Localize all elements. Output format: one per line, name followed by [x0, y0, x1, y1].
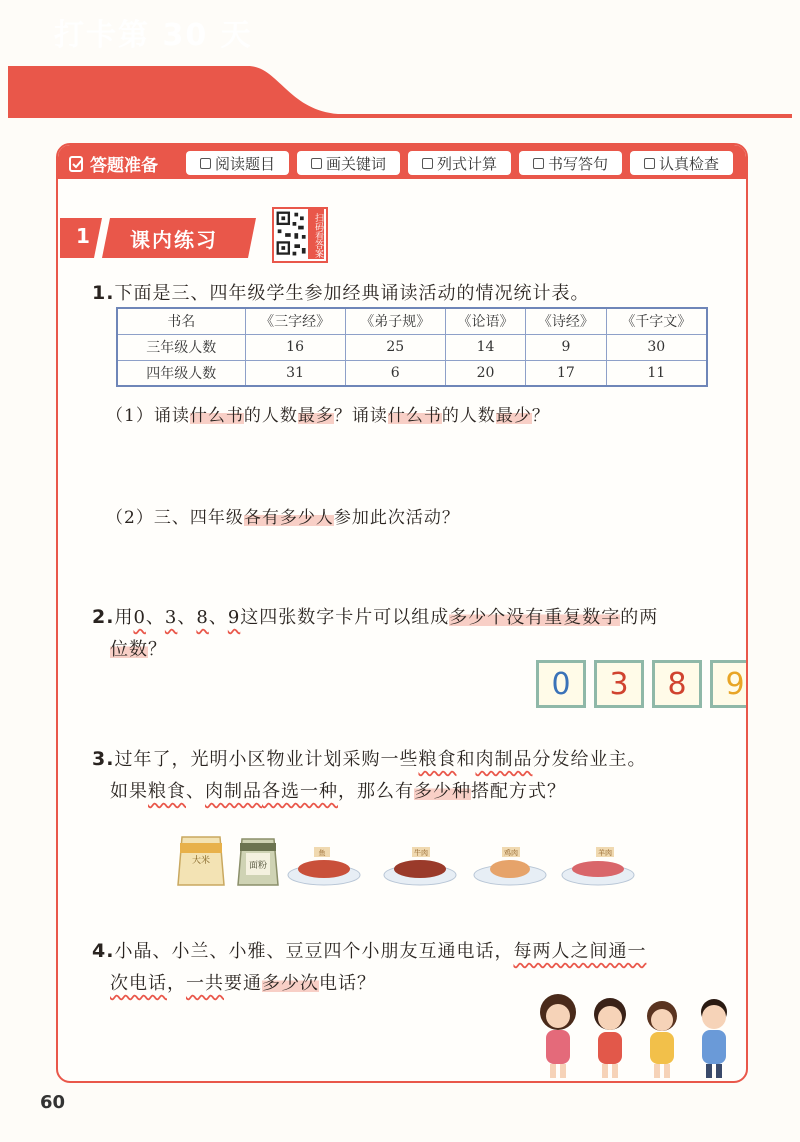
child-icon	[540, 994, 576, 1078]
beef-plate-icon	[384, 847, 456, 885]
svg-text:牛肉: 牛肉	[414, 849, 428, 857]
flour-bag-label: 面粉	[248, 861, 268, 871]
question-1-part-2: （2）三、四年级各有多少人参加此次活动？	[106, 508, 460, 528]
checkbox-icon	[644, 158, 655, 169]
section-number: 1	[76, 224, 90, 248]
prep-item[interactable]: 书写答句	[519, 151, 622, 175]
prep-item[interactable]: 列式计算	[408, 151, 511, 175]
table-row: 三年级人数 16 25 14 9 30	[117, 334, 707, 360]
svg-text:鸡肉: 鸡肉	[504, 849, 518, 857]
prep-item[interactable]: 认真检查	[630, 151, 733, 175]
check-pen-icon	[68, 155, 86, 173]
svg-text:羊肉: 羊肉	[598, 849, 612, 857]
table-row: 四年级人数 31 6 20 17 11	[117, 360, 707, 386]
stats-table	[116, 307, 708, 387]
child-icon	[701, 999, 727, 1078]
checkbox-icon	[533, 158, 544, 169]
digit-cards	[536, 660, 748, 708]
day-banner	[8, 66, 792, 118]
food-illustration	[176, 833, 636, 889]
question-2: 2.用0、3、8、9这四张数字卡片可以组成多少个没有重复数字的两 位数？	[92, 606, 659, 660]
prep-item[interactable]: 阅读题目	[186, 151, 289, 175]
question-3: 3.过年了，光明小区物业计划采购一些粮食和肉制品分发给业主。 如果粮食、肉制品各选一种，那么有多少种搭配方式？	[92, 748, 647, 802]
children-illustration	[528, 990, 748, 1080]
prep-bar	[58, 145, 746, 179]
checkbox-icon	[422, 158, 433, 169]
digit-card: 3	[594, 660, 644, 708]
page-number: 60	[40, 1092, 66, 1113]
digit-card: 8	[652, 660, 702, 708]
digit-card: 0	[536, 660, 586, 708]
prep-label: 答题准备	[68, 151, 158, 176]
chicken-plate-icon	[474, 847, 546, 885]
rice-bag-icon	[178, 837, 224, 885]
qr-label: 扫码看答案	[308, 209, 324, 259]
exercise-card	[56, 143, 748, 1083]
checkbox-icon	[311, 158, 322, 169]
prep-checklist	[186, 151, 733, 175]
checkbox-icon	[200, 158, 211, 169]
rice-bag-label: 大米	[191, 856, 211, 866]
child-icon	[647, 1001, 677, 1078]
page-title: 打卡第 30 天	[54, 18, 253, 53]
svg-text:鱼: 鱼	[318, 849, 326, 857]
child-icon	[594, 998, 626, 1078]
section-title: 课内练习	[130, 228, 218, 252]
question-1: 1.下面是三、四年级学生参加经典诵读活动的情况统计表。	[92, 282, 590, 304]
flour-bag-icon	[238, 839, 278, 885]
lamb-plate-icon	[562, 847, 634, 885]
question-4: 4.小晶、小兰、小雅、豆豆四个小朋友互通电话，每两人之间通一 次电话，一共要通多少次电话？	[92, 940, 647, 994]
fish-plate-icon	[288, 847, 360, 885]
question-1-part-1: （1）诵读什么书的人数最多？诵读什么书的人数最少？	[106, 406, 550, 426]
digit-card: 9	[710, 660, 748, 708]
prep-item[interactable]: 画关键词	[297, 151, 400, 175]
table-header-row: 书名 《三字经》 《弟子规》 《论语》 《诗经》 《千字文》	[117, 308, 707, 334]
